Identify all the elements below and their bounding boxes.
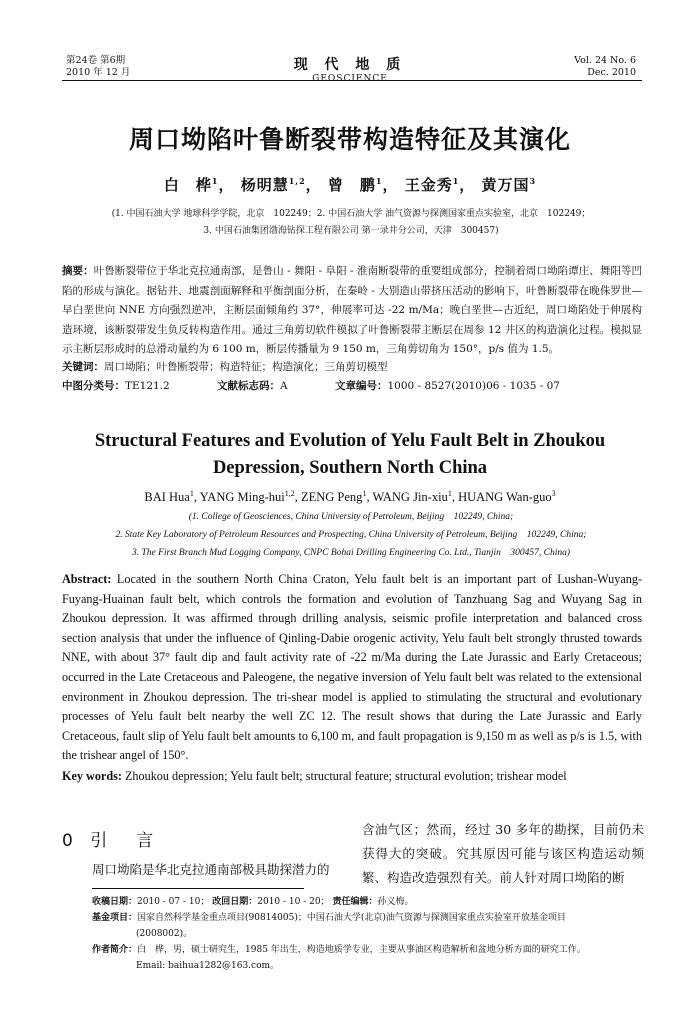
paper-title-en-line-1: Structural Features and Evolution of Yelu Fault Belt in Zhoukou xyxy=(94,431,606,451)
affiliations-en xyxy=(66,508,636,562)
affiliation-en-line-2: 2. State Key Laboratory of Petroleum Resources and Prospecting, China University of Petroleum, Beijing 102249, China; xyxy=(115,530,587,540)
author-cn-1-affil: 1 xyxy=(211,176,219,186)
author-en-5-affil: 3 xyxy=(551,489,556,498)
footnote-fund xyxy=(92,910,642,926)
authors-cn: 白 桦$^1$， 杨明慧$^{1,2}$， 曾 鹏$^1$， 王金秀$^1$， 黄万国$^3$ xyxy=(163,176,537,194)
keywords-cn xyxy=(62,358,642,377)
volume-issue-cn: 第24卷 第6期 xyxy=(66,55,126,66)
clc-label: 中图分类号： xyxy=(62,380,125,392)
author-en-3: ZENG Peng xyxy=(300,490,363,505)
classification-line xyxy=(62,377,642,396)
journal-name-en: GEOSCIENCE xyxy=(312,74,388,84)
date-cn: 2010 年 12 月 xyxy=(66,67,131,78)
keywords-en-label: Key words: xyxy=(62,769,122,783)
editor-label: 责任编辑： xyxy=(332,897,378,907)
fund-text: 国家自然科学基金重点项目(90814005)；中国石油大学(北京)油气资源与探测国家重点实验室开放基金项目 xyxy=(137,913,566,923)
author-cn-3-affil: 1 xyxy=(375,176,383,186)
author-cn-2-affil: 1,2 xyxy=(288,176,306,186)
body-column-left: 周口坳陷是华北克拉通南部极具勘探潜力的 xyxy=(92,862,330,877)
author-cn-4-affil: 1 xyxy=(452,176,460,186)
doc-code-label: 文献标志码： xyxy=(217,380,280,392)
paper-title-en xyxy=(0,428,700,482)
author-en-3-affil: 1 xyxy=(362,489,367,498)
author-en-2-affil: 1,2 xyxy=(284,489,295,498)
author-email: Email: baihua1282@163.com。 xyxy=(136,961,280,971)
abstract-en-label: Abstract: xyxy=(62,572,112,586)
authors-en: BAI Hua$^1$, YANG Ming-hui$^{1,2}$, ZENG Peng$^1$, WANG Jin-xiu$^1$, HUANG Wan-guo$^3$ xyxy=(144,489,556,505)
author-bio-label: 作者简介： xyxy=(92,945,138,955)
revised-label: 改回日期： xyxy=(212,897,258,907)
fund-text-continued: (2008002)。 xyxy=(136,929,193,939)
editor-name: 孙义梅。 xyxy=(377,897,414,907)
paper-title-en-line-2: Depression, Southern North China xyxy=(212,458,488,478)
paper-title-cn: 周口坳陷叶鲁断裂带构造特征及其演化 xyxy=(128,125,571,154)
clc-value: TE121.2 xyxy=(125,380,170,392)
footnotes xyxy=(92,894,642,974)
affiliation-en-line-3: 3. The First Branch Mud Logging Company, CNPC Bohai Drilling Engineering Co. Ltd., Tianjin 300457, China) xyxy=(131,548,571,558)
author-cn-4: 王金秀 xyxy=(404,176,453,194)
doc-code-value: A xyxy=(280,380,288,392)
keywords-cn-label: 关键词： xyxy=(62,361,104,373)
abstract-en xyxy=(62,570,642,766)
abstract-en-text: Located in the southern North China Craton, Yelu fault belt is an important part of Lushan-Wuyang-Fuyang-Huainan fault belt, which controls the formation and evolution of Tanzhuang Sag and Wuyang Sag in Zhoukou depression. It was affirmed through drilling analysis, seismic profile interpretation and balanced cross section analysis that under the influence of Qinling-Dabie orogenic activity, Yelu fault belt strongly thrusted towards NNE, with about 37° fault dip and fault activity rate of -22 m/Ma during the Late Jurassic and Early Cretaceous; occurred in the Late Cretaceous and Paleogene, the negative inversion of Yelu fault belt was related to the extensional environment in Zhoukou depression. The tri-shear model is applied to stimulating the structural and evolutionary processes of Yelu fault belt nearby the well ZC 12. The result shows that during the Late Jurassic and Early Cretaceous, fault slip of Yelu fault belt amounts to 6,100 m, and fault propagation is 9,150 m as well as p/s is 1.5, with the trishear angel of 150°. xyxy=(62,572,643,763)
keywords-en xyxy=(62,767,642,786)
footnote-author xyxy=(92,942,642,958)
abstract-cn-text: 叶鲁断裂带位于华北克拉通南部，是鲁山 - 舞阳 - 阜阳 - 淮南断裂带的重要组成部分，控制着周口坳陷谭庄、舞阳等凹陷的形成与演化。据钻井、地震剖面解释和平衡剖面分析，在秦岭 - 大别造山带挤压活动的影响下，叶鲁断裂带在晚侏罗世—早白垩世向 NNE 方向强烈逆冲，主断层面倾角约 37°，伸展率可达 -22 m/Ma；晚白垩世—古近纪，周口坳陷处于伸展构造环境，该断裂带发生负反转构造作用。通过三角剪切软件模拟了叶鲁断裂带主断层在周参 12 井区的构造演化过程。模拟显示主断层形成时的总滑动量约为 6 100 m，断层传播量为 9 150 m，三角剪切角为 150°，p/s 值为 1.5。 xyxy=(62,265,643,355)
body-column-right: 含油气区；然而，经过 30 多年的勘探，目前仍未获得大的突破。究其原因可能与该区构造运动频繁、构造改造强烈有关。前人针对周口坳陷的断 xyxy=(362,822,644,885)
author-bio-text: 白 桦，男，硕士研究生，1985 年出生，构造地质学专业，主要从事油区构造解析和盆地分析方面的研究工作。 xyxy=(137,945,586,955)
section-heading xyxy=(62,826,159,851)
journal-header-right xyxy=(574,55,636,79)
footnote-dates xyxy=(92,894,642,910)
volume-issue-en: Vol. 24 No. 6 xyxy=(574,55,636,66)
header-divider xyxy=(62,80,642,81)
article-number-label: 文章编号： xyxy=(335,380,388,392)
affiliation-cn-line-2: 3. 中国石油集团渤海钻探工程有限公司 第一录井分公司，天津 300457) xyxy=(203,226,499,236)
author-en-1: BAI Hua xyxy=(144,490,190,505)
author-en-4: WANG Jin-xiu xyxy=(372,490,448,505)
keywords-en-text: Zhoukou depression; Yelu fault belt; structural feature; structural evolution; trishear model xyxy=(124,769,567,783)
author-cn-2: 杨明慧 xyxy=(240,176,289,194)
section-number: 0 xyxy=(62,831,79,851)
fund-label: 基金项目： xyxy=(92,913,138,923)
footnote-divider xyxy=(92,888,304,889)
abstract-cn xyxy=(62,262,642,360)
received-label: 收稿日期： xyxy=(92,897,138,907)
section-title: 引 言 xyxy=(90,831,160,851)
author-en-4-affil: 1 xyxy=(447,489,452,498)
author-en-1-affil: 1 xyxy=(189,489,194,498)
author-en-2: YANG Ming-hui xyxy=(199,490,285,505)
journal-name-cn: 现 代 地 质 xyxy=(293,57,407,73)
affiliation-cn-line-1: (1. 中国石油大学 地球科学学院，北京 102249；2. 中国石油大学 油气资源与探测国家重点实验室，北京 102249； xyxy=(111,209,591,219)
author-cn-5: 黄万国 xyxy=(481,176,530,194)
author-en-5: HUANG Wan-guo xyxy=(458,490,552,505)
keywords-cn-text: 周口坳陷；叶鲁断裂带；构造特征；构造演化；三角剪切模型 xyxy=(104,361,388,373)
author-cn-5-affil: 3 xyxy=(529,176,537,186)
affiliation-en-line-1: (1. College of Geosciences, China University of Petroleum, Beijing 102249, China; xyxy=(188,512,514,522)
affiliations-cn xyxy=(66,206,636,240)
received-date: 2010 - 07 - 10； xyxy=(137,897,210,907)
article-number-value: 1000 - 8527(2010)06 - 1035 - 07 xyxy=(387,380,560,392)
author-cn-1: 白 桦 xyxy=(163,176,212,194)
author-cn-3: 曾 鹏 xyxy=(327,176,376,194)
abstract-cn-label: 摘要： xyxy=(62,265,94,277)
revised-date: 2010 - 10 - 20； xyxy=(257,897,330,907)
date-en: Dec. 2010 xyxy=(587,67,636,78)
